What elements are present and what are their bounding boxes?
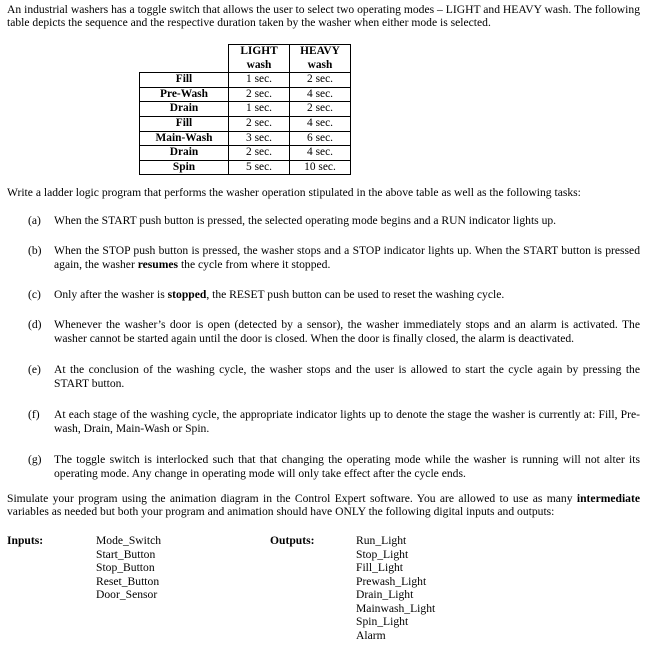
task-item-g [28,453,640,481]
task-number: (f) [28,408,40,421]
inputs-label: Inputs: [7,534,44,547]
table-row [140,146,351,161]
list-item: Mainwash_Light [356,601,436,615]
task-item-e [28,363,640,391]
task-number: (a) [28,214,41,227]
task-number: (c) [28,288,41,301]
light-duration: 2 sec. [229,116,290,131]
heavy-duration: 10 sec. [290,160,351,175]
list-item: Stop_Button [96,561,155,574]
bold-term: intermediate [576,492,640,505]
list-item: Start_Button [96,547,156,561]
task-item-c [28,288,640,302]
inputs-list [96,534,161,602]
task-text: At each stage of the washing cycle, the appropriate indicator lights up to denote the stage the washer is currently at: Fill, Pre-wash, Drain, Main-Wash or Spin. [54,408,640,435]
task-item-f [28,408,640,436]
task-text: The toggle switch is interlocked such that that changing the operating mode while the washer is running will not alter its operating mode. Any change in operating mode will only take effect after the cycle ends. [54,453,640,480]
intro-paragraph: An industrial washers has a toggle switch that allows the user to select two operating modes – LIGHT and HEAVY wash. The following table depicts the sequence and the respective duration taken by the washer when either mode is selected. [7,3,640,30]
task-text: Only after the washer is stopped, the RESET push button can be used to reset the washing cycle. [54,288,505,301]
simulate-paragraph: Simulate your program using the animation diagram in the Control Expert software. You are allowed to use as many intermediate variables as needed but both your program and animation should have ONLY the following digital inputs and outputs: [7,492,640,519]
task-item-d [28,318,640,346]
list-item: Alarm [356,628,386,642]
table-row [140,102,351,117]
task-item-b [28,244,640,272]
list-item: Door_Sensor [96,588,158,601]
list-item: Mode_Switch [96,534,162,547]
table-row [140,73,351,88]
instruction-paragraph: Write a ladder logic program that performs the washer operation stipulated in the above table as well as the following tasks: [7,186,581,199]
table-row [140,160,351,175]
stage-label: Fill [140,116,229,131]
list-item: Stop_Light [356,547,409,561]
task-text: When the START push button is pressed, the selected operating mode begins and a RUN indicator lights up. [54,214,557,227]
stage-label: Main-Wash [140,131,229,146]
light-duration: 2 sec. [229,87,290,102]
heavy-duration: 4 sec. [290,146,351,161]
light-duration: 1 sec. [229,73,290,88]
light-duration: 5 sec. [229,160,290,175]
list-item: Fill_Light [356,561,404,574]
task-number: (e) [28,363,41,376]
light-duration: 2 sec. [229,146,290,161]
bold-term: stopped [167,288,207,301]
task-text: When the STOP push button is pressed, the washer stops and a STOP indicator lights up. When the START button is pressed again, the washer resumes the cycle from where it stopped. [54,244,640,271]
light-duration: 3 sec. [229,131,290,146]
list-item: Spin_Light [356,615,409,628]
header-heavy-wash: HEAVY wash [290,45,351,73]
task-number: (b) [28,244,42,257]
stage-label: Drain [140,146,229,161]
stage-label: Spin [140,160,229,175]
stage-label: Pre-Wash [140,87,229,102]
list-item: Prewash_Light [356,574,427,588]
table-row [140,87,351,102]
heavy-duration: 4 sec. [290,116,351,131]
task-number: (d) [28,318,42,331]
task-text: Whenever the washer’s door is open (detected by a sensor), the washer immediately stops and an alarm is activated. The washer cannot be started again until the door is closed. When the door is finally closed, the alarm is deactivated. [54,318,640,345]
heavy-duration: 2 sec. [290,73,351,88]
wash-sequence-table [139,44,351,175]
header-light-wash: LIGHT wash [229,45,290,73]
table-row [140,131,351,146]
heavy-duration: 6 sec. [290,131,351,146]
task-number: (g) [28,453,42,466]
outputs-label: Outputs: [270,534,315,547]
stage-label: Drain [140,102,229,117]
light-duration: 1 sec. [229,102,290,117]
list-item: Run_Light [356,534,407,547]
list-item: Reset_Button [96,574,160,588]
heavy-duration: 4 sec. [290,87,351,102]
stage-label: Fill [140,73,229,88]
table-row [140,116,351,131]
task-text: At the conclusion of the washing cycle, the washer stops and the user is allowed to start the cycle again by pressing the START button. [54,363,640,390]
list-item: Drain_Light [356,588,414,601]
heavy-duration: 2 sec. [290,102,351,117]
bold-term: resumes [137,258,179,271]
outputs-list [356,534,435,642]
table-corner [140,45,229,73]
task-item-a [28,214,640,228]
